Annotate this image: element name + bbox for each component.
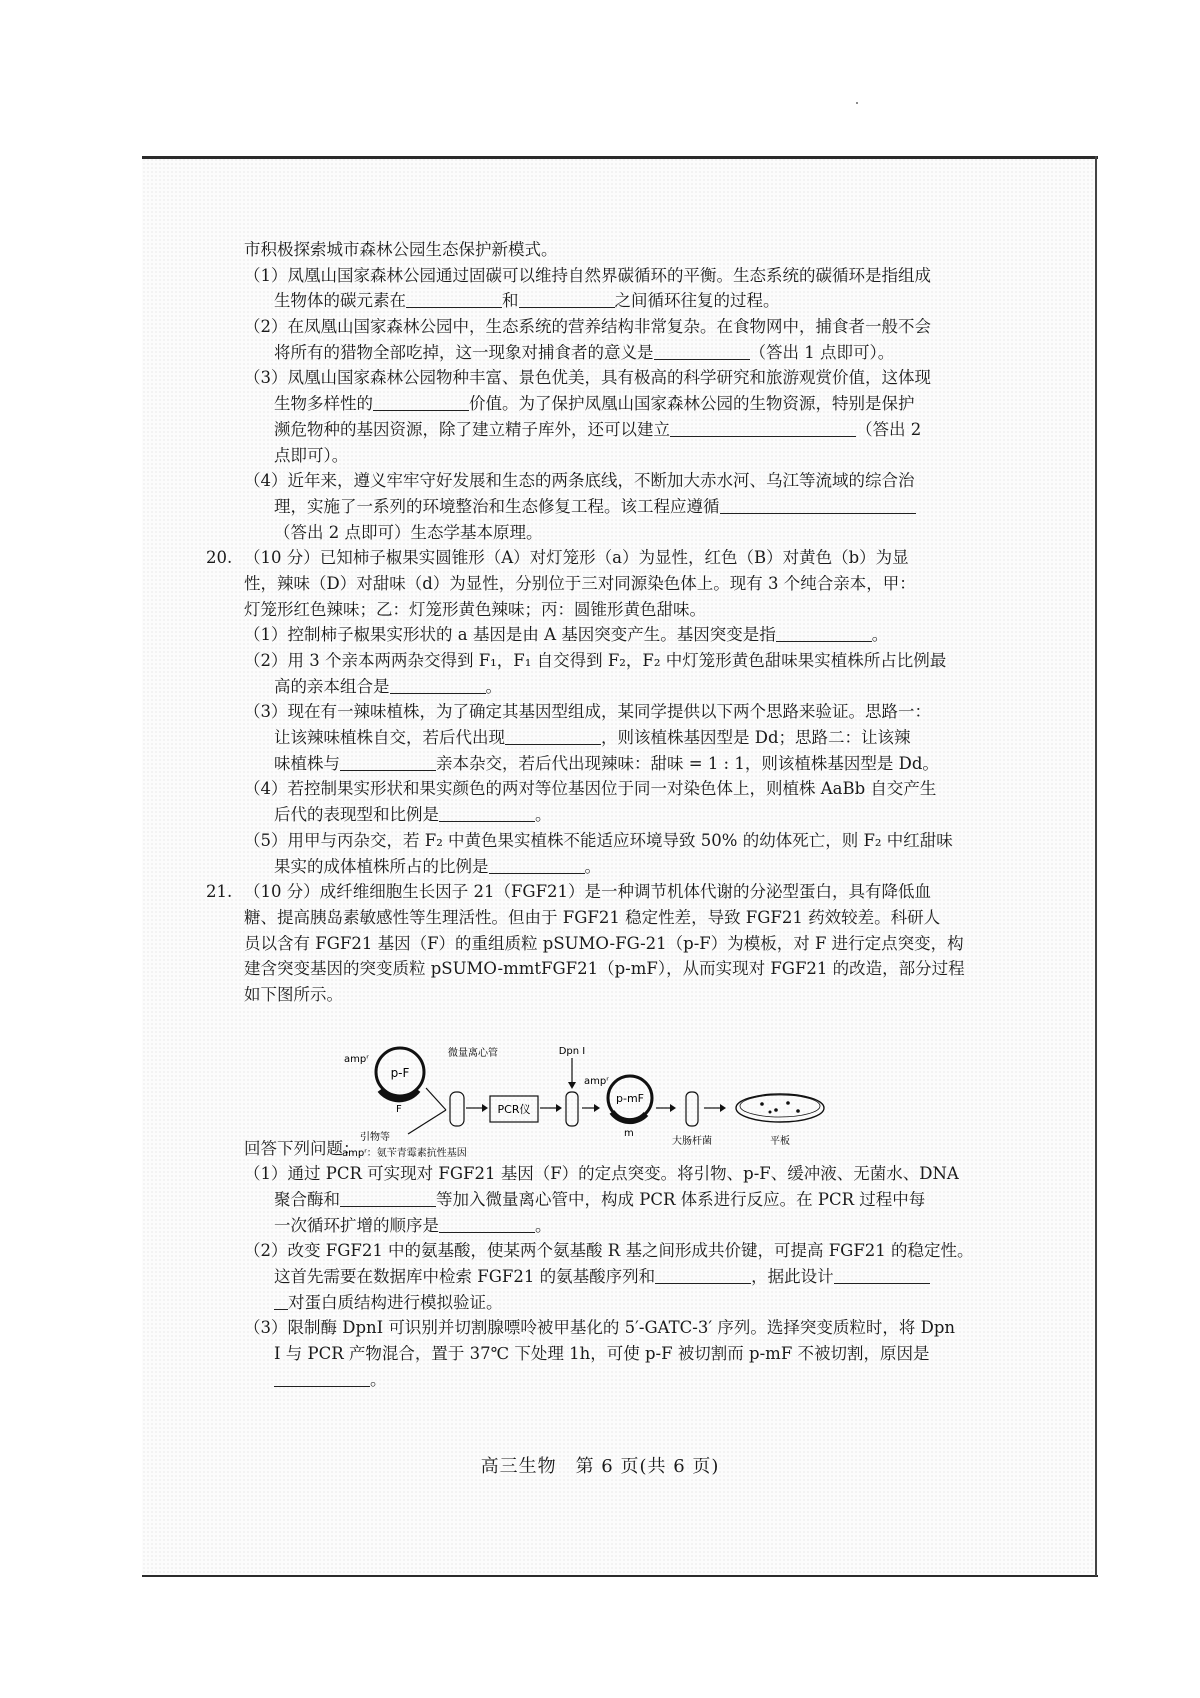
q19-p1-line1: （1）凤凰山国家森林公园通过固碳可以维持自然界碳循环的平衡。生态系统的碳循环是指组成	[244, 265, 931, 285]
ecoli-tube-icon	[686, 1092, 698, 1126]
answer-blank[interactable]	[274, 1291, 288, 1310]
q21-head-line3: 员以含有 FGF21 基因（F）的重组质粒 pSUMO-FG-21（p-F）为模板，对 F 进行定点突变，构	[244, 933, 964, 953]
answer-blank[interactable]	[505, 726, 601, 745]
q19-p2-line1: （2）在凤凰山国家森林公园中，生态系统的营养结构非常复杂。在食物网中，捕食者一般不会	[244, 317, 931, 337]
answer-blank[interactable]	[834, 1265, 930, 1284]
q20-p5-line2: 果实的成体植株所占的比例是 。	[274, 856, 601, 876]
q20-head-line1: 20. （10 分）已知柿子椒果实圆锥形（A）对灯笼形（a）为显性，红色（B）对黄色（b）为显	[206, 545, 984, 571]
question-number: 20.	[206, 548, 233, 568]
diagram-svg	[340, 1040, 860, 1160]
q20-p3-line2: 让该辣味植株自交，若后代出现 ，则该植株基因型是 Dd；思路二：让该辣	[274, 728, 911, 748]
gene-m-segment	[612, 1112, 646, 1121]
q21-p2-line1: （2）改变 FGF21 中的氨基酸，使某两个氨基酸 R 基之间形成共价键，可提高 FGF21 的稳定性。	[244, 1241, 974, 1261]
q19-p3-line1: （3）凤凰山国家森林公园物种丰富、景色优美，具有极高的科学研究和旅游观赏价值，这体现	[244, 368, 931, 388]
q19-p1-line2: 生物体的碳元素在 和 之间循环往复的过程。	[274, 291, 780, 311]
answer-blank[interactable]	[340, 1188, 436, 1207]
q20-p2-line1: （2）用 3 个亲本两两杂交得到 F₁，F₁ 自交得到 F₂，F₂ 中灯笼形黄色甜味果实植株所占比例最	[244, 651, 947, 670]
ampr-label-1: ampʳ	[344, 1054, 369, 1065]
q20-head-line3: 灯笼形红色辣味；乙：灯笼形黄色辣味；丙：圆锥形黄色甜味。	[244, 599, 706, 619]
q21-head-line1: 21. （10 分）成纤维细胞生长因子 21（FGF21）是一种调节机体代谢的分泌型蛋白，具有降低血	[206, 879, 984, 905]
bottom-rule	[142, 1575, 1098, 1577]
q21-head-line5: 如下图所示。	[244, 984, 343, 1004]
F-label: F	[396, 1104, 402, 1115]
answer-blank[interactable]	[720, 495, 916, 514]
primers-label: 引物等	[360, 1132, 390, 1143]
colony-dot	[760, 1102, 764, 1106]
answer-blank[interactable]	[406, 289, 502, 308]
q19-p4-line2: 理，实施了一系列的环境整治和生态修复工程。该工程应遵循	[244, 494, 984, 520]
answer-blank[interactable]	[489, 855, 585, 874]
plate-rim	[740, 1095, 820, 1117]
q21-p1-line3: 一次循环扩增的顺序是 。	[274, 1215, 552, 1235]
merge-line-bottom	[408, 1110, 446, 1134]
q20-p3-line3: 味植株与 亲本杂交，若后代出现辣味：甜味 = 1 : 1，则该植株基因型是 Dd。	[274, 753, 939, 773]
dpn-label: Dpn I	[558, 1046, 586, 1057]
right-rule	[1095, 156, 1097, 1576]
answer-blank[interactable]	[439, 803, 535, 822]
q20-head-line2: 性，辣味（D）对甜味（d）为显性，分别位于三对同源染色体上。现有 3 个纯合亲本，甲：	[244, 573, 916, 593]
question-number: 21.	[206, 882, 233, 902]
q19-p3-line4: 点即可）。	[274, 445, 349, 465]
m-label: m	[624, 1128, 634, 1139]
answer-blank[interactable]	[373, 392, 469, 411]
answer-blank[interactable]	[439, 1214, 535, 1233]
microtube-label: 微量离心管	[448, 1048, 498, 1059]
q21-p1-line1: （1）通过 PCR 可实现对 FGF21 基因（F）的定点突变。将引物、p-F、缓冲液、无菌水、DNA	[244, 1164, 959, 1184]
arrow-1-head	[482, 1104, 488, 1112]
digest-tube-icon	[566, 1092, 578, 1126]
scan-speck	[856, 102, 858, 104]
mutagenesis-diagram	[340, 1040, 860, 1160]
q19-p3-line3: 濒危物种的基因资源，除了建立精子库外，还可以建立 （答出 2	[274, 419, 922, 439]
answer-blank[interactable]	[776, 623, 872, 642]
q21-p3-line1: （3）限制酶 DpnI 可识别并切割腺嘌呤被甲基化的 5′-GATC-3′ 序列。选择突变质粒时，将 Dpn	[244, 1318, 956, 1338]
answer-blank[interactable]	[274, 1368, 370, 1387]
q20-p1-line1: （1）控制柿子椒果实形状的 a 基因是由 A 基因突变产生。基因突变是指 。	[244, 625, 889, 645]
arrow-4-head	[670, 1104, 676, 1112]
ecoli-label: 大肠杆菌	[672, 1136, 712, 1147]
q21-p3-line3: 。	[244, 1367, 984, 1393]
answer-blank[interactable]	[519, 289, 615, 308]
q21-p1-line2: 聚合酶和 等加入微量离心管中，构成 PCR 体系进行反应。在 PCR 过程中每	[274, 1190, 926, 1209]
culture-plate-icon	[736, 1094, 824, 1122]
q19-p3-line2: 生物多样性的 价值。为了保护凤凰山国家森林公园的生物资源，特别是保护	[274, 394, 915, 414]
q20-p4-line1: （4）若控制果实形状和果实颜色的两对等位基因位于同一对染色体上，则植株 AaBb 自交产生	[244, 779, 937, 799]
intro-line: 市积极探索城市森林公园生态保护新模式。	[244, 240, 558, 259]
answer-blank[interactable]	[670, 418, 856, 437]
colony-dot	[769, 1111, 772, 1114]
answer-blank[interactable]	[390, 675, 486, 694]
pcr-label: PCR仪	[497, 1103, 531, 1116]
q20-p4-line2: 后代的表现型和比例是 。	[274, 805, 552, 825]
pF-label: p-F	[390, 1066, 410, 1080]
q19-p4-line3: （答出 2 点即可）生态学基本原理。	[274, 522, 543, 542]
q21-answer-below: 回答下列问题：	[244, 1138, 360, 1158]
colony-dot	[774, 1108, 778, 1112]
q21-p2-line2: 这首先需要在数据库中检索 FGF21 的氨基酸序列和 ，据此设计	[244, 1264, 984, 1290]
top-rule	[142, 156, 1098, 159]
q21-head-line4: 建含突变基因的突变质粒 pSUMO-mmtFGF21（p-mF），从而实现对 FGF21 的改造，部分过程	[244, 959, 965, 979]
answer-blank[interactable]	[340, 752, 436, 771]
q21-p2-line3: 对蛋白质结构进行模拟验证。	[244, 1290, 984, 1316]
colony-dot	[796, 1109, 800, 1113]
q19-p4-line1: （4）近年来，遵义牢牢守好发展和生态的两条底线，不断加大赤水河、乌江等流域的综合治	[244, 471, 915, 491]
arrow-2-head	[556, 1104, 562, 1112]
q20-p2-line2: 高的亲本组合是 。	[274, 676, 502, 696]
ampr-legend: ampʳ：氨苄青霉素抗性基因	[342, 1148, 467, 1159]
answer-blank[interactable]	[655, 1265, 751, 1284]
q20-p5-line1: （5）用甲与丙杂交，若 F₂ 中黄色果实植株不能适应环境导致 50% 的幼体死亡，则 F₂ 中红甜味	[244, 830, 953, 850]
arrow-5-head	[720, 1104, 726, 1112]
dpn-arrow-head	[568, 1082, 576, 1089]
page-footer: 高三生物 第 6 页(共 6 页)	[480, 1456, 720, 1477]
q21-head-line2: 糖、提高胰岛素敏感性等生理活性。但由于 FGF21 稳定性差，导致 FGF21 药效较差。科研人	[244, 907, 941, 927]
page-content	[206, 237, 984, 1393]
colony-dot	[786, 1101, 790, 1105]
merge-line-top	[426, 1088, 446, 1110]
q20-p3-line1: （3）现在有一辣味植株，为了确定其基因型组成，某同学提供以下两个思路来验证。思路一：	[244, 702, 931, 722]
q19-p2-line2: 将所有的猎物全部吃掉，这一现象对捕食者的意义是 （答出 1 点即可）。	[274, 342, 895, 362]
pmF-label: p-mF	[616, 1092, 644, 1105]
plate-label: 平板	[770, 1136, 790, 1147]
answer-blank[interactable]	[654, 341, 750, 360]
q21-p3-line2: Ⅰ 与 PCR 产物混合，置于 37℃ 下处理 1h，可使 p-F 被切割而 p-mF 不被切割，原因是	[274, 1344, 930, 1364]
ampr-label-2: ampʳ	[584, 1076, 609, 1087]
microtube-icon	[450, 1092, 464, 1126]
arrow-3-head	[594, 1104, 600, 1112]
